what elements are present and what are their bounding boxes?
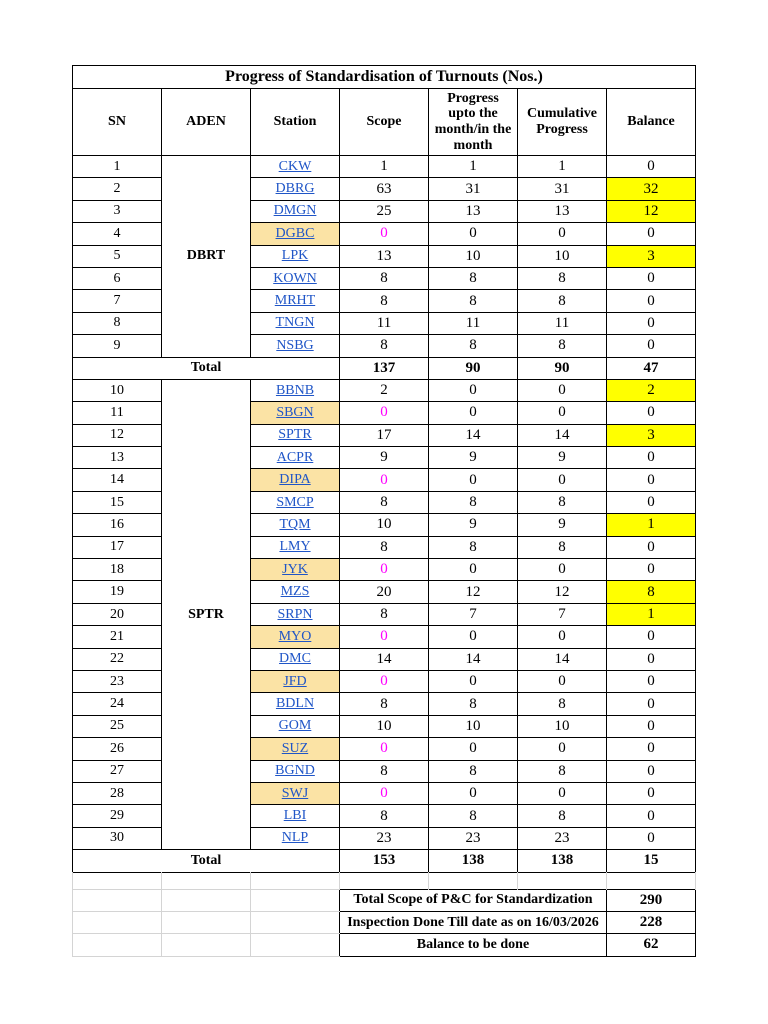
station-cell: [251, 379, 340, 401]
header-progress: [429, 89, 518, 156]
total-label: Total: [73, 357, 340, 379]
station-link[interactable]: LBI: [283, 808, 307, 824]
station-link[interactable]: KOWN: [273, 270, 317, 286]
cumulative-cell: 0: [518, 223, 607, 245]
cumulative-cell: 23: [518, 827, 607, 849]
cumulative-cell: 8: [518, 536, 607, 558]
sn-cell: 24: [73, 693, 162, 715]
station-link[interactable]: GOM: [278, 718, 312, 734]
progress-cell: 0: [429, 559, 518, 581]
balance-cell: 0: [607, 760, 696, 782]
sn-cell: 10: [73, 379, 162, 401]
scope-cell: 2: [340, 379, 429, 401]
total-scope: 153: [340, 850, 429, 872]
station-link[interactable]: SPTR: [278, 427, 312, 443]
station-link[interactable]: SWJ: [281, 785, 309, 801]
total-progress: 138: [429, 850, 518, 872]
sn-cell: 6: [73, 267, 162, 289]
balance-cell: 0: [607, 447, 696, 469]
header-row: [73, 89, 696, 156]
balance-cell: 0: [607, 290, 696, 312]
header-aden-label: ADEN: [186, 114, 226, 130]
total-progress: 90: [429, 357, 518, 379]
balance-cell: 0: [607, 626, 696, 648]
sn-cell: 2: [73, 178, 162, 200]
progress-cell: 8: [429, 290, 518, 312]
empty-cell: [162, 872, 251, 889]
scope-cell: 63: [340, 178, 429, 200]
progress-cell: 0: [429, 402, 518, 424]
station-cell: [251, 290, 340, 312]
station-link[interactable]: BBNB: [275, 382, 315, 398]
scope-cell: 8: [340, 805, 429, 827]
balance-cell: 2: [607, 379, 696, 401]
summary-row: [73, 934, 696, 956]
cumulative-cell: 8: [518, 267, 607, 289]
station-cell: [251, 178, 340, 200]
progress-cell: 9: [429, 447, 518, 469]
balance-cell: 0: [607, 670, 696, 692]
total-row: [73, 357, 696, 379]
progress-cell: 0: [429, 379, 518, 401]
scope-cell: 0: [340, 559, 429, 581]
progress-cell: 9: [429, 514, 518, 536]
balance-cell: 0: [607, 469, 696, 491]
empty-cell: [518, 872, 607, 889]
sn-cell: 7: [73, 290, 162, 312]
cumulative-cell: 0: [518, 670, 607, 692]
scope-cell: 8: [340, 267, 429, 289]
empty-cell: [73, 911, 162, 933]
balance-cell: 0: [607, 223, 696, 245]
sn-cell: 9: [73, 335, 162, 357]
station-cell: [251, 626, 340, 648]
progress-cell: 12: [429, 581, 518, 603]
station-link[interactable]: BGND: [275, 763, 315, 779]
progress-cell: 13: [429, 200, 518, 222]
scope-cell: 10: [340, 715, 429, 737]
cumulative-cell: 11: [518, 312, 607, 334]
total-scope: 137: [340, 357, 429, 379]
sn-cell: 15: [73, 491, 162, 513]
station-cell: [251, 402, 340, 424]
station-link[interactable]: JFD: [283, 673, 307, 689]
header-balance-label: Balance: [627, 114, 675, 130]
header-cumulative-label: Cumulative Progress: [527, 106, 597, 137]
sn-cell: 25: [73, 715, 162, 737]
scope-cell: 1: [340, 156, 429, 178]
cumulative-cell: 0: [518, 402, 607, 424]
cumulative-cell: 0: [518, 738, 607, 760]
progress-cell: 14: [429, 424, 518, 446]
balance-cell: 0: [607, 402, 696, 424]
empty-cell: [429, 872, 518, 889]
balance-cell: 0: [607, 335, 696, 357]
station-cell: [251, 738, 340, 760]
aden-cell: DBRT: [162, 156, 251, 358]
sn-cell: 26: [73, 738, 162, 760]
header-sn: [73, 89, 162, 156]
empty-cell: [73, 889, 162, 911]
station-link[interactable]: LMY: [279, 539, 311, 555]
table-row: [73, 379, 696, 401]
empty-cell: [73, 872, 162, 889]
scope-cell: 14: [340, 648, 429, 670]
total-label: Total: [73, 850, 340, 872]
scope-cell: 8: [340, 491, 429, 513]
cumulative-cell: 9: [518, 514, 607, 536]
sn-cell: 14: [73, 469, 162, 491]
station-link[interactable]: TQM: [279, 516, 311, 532]
summary-value: 290: [607, 889, 696, 911]
aden-cell: SPTR: [162, 379, 251, 849]
sn-cell: 19: [73, 581, 162, 603]
progress-cell: 8: [429, 536, 518, 558]
balance-cell: 1: [607, 603, 696, 625]
total-balance: 47: [607, 357, 696, 379]
balance-cell: 3: [607, 245, 696, 267]
cumulative-cell: 8: [518, 290, 607, 312]
balance-cell: 0: [607, 693, 696, 715]
cumulative-cell: 8: [518, 693, 607, 715]
sn-cell: 30: [73, 827, 162, 849]
station-link[interactable]: DMC: [279, 651, 311, 667]
header-balance: [607, 89, 696, 156]
turnout-progress-table: [72, 65, 696, 873]
balance-cell: 0: [607, 559, 696, 581]
summary-value: 228: [607, 911, 696, 933]
sn-cell: 21: [73, 626, 162, 648]
progress-cell: 8: [429, 267, 518, 289]
progress-cell: 1: [429, 156, 518, 178]
header-cumulative: [518, 89, 607, 156]
sn-cell: 22: [73, 648, 162, 670]
balance-cell: 0: [607, 312, 696, 334]
header-scope-label: Scope: [366, 114, 402, 130]
empty-cell: [162, 889, 251, 911]
station-cell: [251, 760, 340, 782]
empty-cell: [340, 872, 429, 889]
scope-cell: 8: [340, 335, 429, 357]
progress-cell: 11: [429, 312, 518, 334]
station-cell: [251, 200, 340, 222]
progress-cell: 10: [429, 715, 518, 737]
progress-cell: 8: [429, 760, 518, 782]
station-link[interactable]: CKW: [278, 158, 312, 174]
station-cell: [251, 782, 340, 804]
station-cell: [251, 581, 340, 603]
station-link[interactable]: LPK: [281, 248, 309, 264]
station-cell: [251, 223, 340, 245]
station-cell: [251, 335, 340, 357]
station-cell: [251, 245, 340, 267]
station-link[interactable]: DBRG: [275, 181, 315, 197]
station-cell: [251, 156, 340, 178]
sn-cell: 5: [73, 245, 162, 267]
progress-cell: 0: [429, 469, 518, 491]
empty-cell: [251, 934, 340, 956]
station-link[interactable]: DMGN: [273, 203, 317, 219]
progress-cell: 31: [429, 178, 518, 200]
header-station: [251, 89, 340, 156]
station-cell: [251, 447, 340, 469]
station-cell: [251, 648, 340, 670]
station-link[interactable]: NLP: [281, 830, 309, 846]
sn-cell: 13: [73, 447, 162, 469]
table-body: [73, 156, 696, 873]
station-link[interactable]: JYK: [282, 561, 308, 577]
progress-cell: 0: [429, 782, 518, 804]
station-link[interactable]: SUZ: [281, 740, 309, 756]
balance-cell: 0: [607, 782, 696, 804]
station-cell: [251, 491, 340, 513]
progress-cell: 10: [429, 245, 518, 267]
scope-cell: 10: [340, 514, 429, 536]
station-link[interactable]: MRHT: [274, 293, 316, 309]
balance-cell: 0: [607, 738, 696, 760]
station-cell: [251, 312, 340, 334]
balance-cell: 0: [607, 491, 696, 513]
scope-cell: 0: [340, 670, 429, 692]
progress-cell: 8: [429, 335, 518, 357]
summary-label: Balance to be done: [340, 934, 607, 956]
station-cell: [251, 805, 340, 827]
summary-label: Inspection Done Till date as on 16/03/2026: [340, 911, 607, 933]
sn-cell: 29: [73, 805, 162, 827]
summary-row: [73, 911, 696, 933]
cumulative-cell: 9: [518, 447, 607, 469]
table-title: Progress of Standardisation of Turnouts (Nos.): [73, 66, 696, 89]
balance-cell: 3: [607, 424, 696, 446]
header-sn-label: SN: [108, 114, 126, 130]
header-progress-label: Progress upto the month/in the month: [434, 90, 512, 153]
cumulative-cell: 12: [518, 581, 607, 603]
cumulative-cell: 10: [518, 245, 607, 267]
balance-cell: 0: [607, 715, 696, 737]
station-cell: [251, 514, 340, 536]
summary-table: [72, 872, 696, 957]
scope-cell: 8: [340, 290, 429, 312]
cumulative-cell: 10: [518, 715, 607, 737]
sn-cell: 3: [73, 200, 162, 222]
sn-cell: 27: [73, 760, 162, 782]
cumulative-cell: 7: [518, 603, 607, 625]
progress-cell: 0: [429, 223, 518, 245]
station-link[interactable]: MZS: [280, 584, 310, 600]
station-link[interactable]: DGBC: [275, 225, 315, 241]
balance-cell: 0: [607, 156, 696, 178]
scope-cell: 25: [340, 200, 429, 222]
header-scope: [340, 89, 429, 156]
balance-cell: 12: [607, 200, 696, 222]
station-link[interactable]: SMCP: [276, 494, 314, 510]
station-cell: [251, 670, 340, 692]
sn-cell: 28: [73, 782, 162, 804]
scope-cell: 17: [340, 424, 429, 446]
total-cumulative: 90: [518, 357, 607, 379]
empty-cell: [607, 872, 696, 889]
station-cell: [251, 603, 340, 625]
station-cell: [251, 559, 340, 581]
station-cell: [251, 536, 340, 558]
empty-cell: [162, 911, 251, 933]
balance-cell: 0: [607, 267, 696, 289]
header-aden: [162, 89, 251, 156]
cumulative-cell: 13: [518, 200, 607, 222]
progress-cell: 0: [429, 738, 518, 760]
progress-cell: 8: [429, 805, 518, 827]
title-row: [73, 66, 696, 89]
cumulative-cell: 0: [518, 469, 607, 491]
summary-row: [73, 889, 696, 911]
total-cumulative: 138: [518, 850, 607, 872]
scope-cell: 0: [340, 469, 429, 491]
sn-cell: 16: [73, 514, 162, 536]
station-link[interactable]: SRPN: [277, 606, 313, 622]
station-link[interactable]: ACPR: [276, 449, 314, 465]
balance-cell: 0: [607, 805, 696, 827]
progress-cell: 14: [429, 648, 518, 670]
empty-cell: [73, 934, 162, 956]
sn-cell: 23: [73, 670, 162, 692]
balance-cell: 8: [607, 581, 696, 603]
balance-cell: 1: [607, 514, 696, 536]
station-cell: [251, 469, 340, 491]
scope-cell: 23: [340, 827, 429, 849]
scope-cell: 8: [340, 760, 429, 782]
balance-cell: 32: [607, 178, 696, 200]
station-link[interactable]: MYO: [278, 628, 312, 644]
progress-cell: 0: [429, 626, 518, 648]
total-balance: 15: [607, 850, 696, 872]
station-link[interactable]: SBGN: [276, 404, 314, 420]
cumulative-cell: 31: [518, 178, 607, 200]
balance-cell: 0: [607, 827, 696, 849]
sn-cell: 11: [73, 402, 162, 424]
sn-cell: 4: [73, 223, 162, 245]
scope-cell: 11: [340, 312, 429, 334]
balance-cell: 0: [607, 536, 696, 558]
sn-cell: 1: [73, 156, 162, 178]
progress-cell: 8: [429, 491, 518, 513]
station-cell: [251, 693, 340, 715]
scope-cell: 0: [340, 738, 429, 760]
cumulative-cell: 8: [518, 760, 607, 782]
empty-cell: [251, 872, 340, 889]
station-link[interactable]: TNGN: [275, 315, 315, 331]
station-link[interactable]: NSBG: [276, 337, 314, 353]
scope-cell: 0: [340, 626, 429, 648]
empty-cell: [251, 911, 340, 933]
scope-cell: 8: [340, 603, 429, 625]
station-cell: [251, 267, 340, 289]
cumulative-cell: 14: [518, 648, 607, 670]
progress-cell: 23: [429, 827, 518, 849]
empty-cell: [251, 889, 340, 911]
cumulative-cell: 0: [518, 782, 607, 804]
scope-cell: 0: [340, 402, 429, 424]
scope-cell: 0: [340, 223, 429, 245]
scope-cell: 8: [340, 693, 429, 715]
cumulative-cell: 0: [518, 379, 607, 401]
cumulative-cell: 8: [518, 491, 607, 513]
scope-cell: 20: [340, 581, 429, 603]
cumulative-cell: 0: [518, 559, 607, 581]
scope-cell: 0: [340, 782, 429, 804]
empty-cell: [162, 934, 251, 956]
progress-cell: 0: [429, 670, 518, 692]
summary-label: Total Scope of P&C for Standardization: [340, 889, 607, 911]
header-station-label: Station: [273, 114, 317, 130]
scope-cell: 8: [340, 536, 429, 558]
scope-cell: 9: [340, 447, 429, 469]
sn-cell: 8: [73, 312, 162, 334]
sn-cell: 17: [73, 536, 162, 558]
station-link[interactable]: BDLN: [275, 696, 315, 712]
cumulative-cell: 8: [518, 335, 607, 357]
progress-cell: 7: [429, 603, 518, 625]
sn-cell: 12: [73, 424, 162, 446]
station-cell: [251, 827, 340, 849]
station-cell: [251, 424, 340, 446]
total-row: [73, 850, 696, 872]
table-row: [73, 156, 696, 178]
sn-cell: 18: [73, 559, 162, 581]
sn-cell: 20: [73, 603, 162, 625]
cumulative-cell: 8: [518, 805, 607, 827]
summary-value: 62: [607, 934, 696, 956]
station-cell: [251, 715, 340, 737]
progress-cell: 8: [429, 693, 518, 715]
cumulative-cell: 0: [518, 626, 607, 648]
station-link[interactable]: DIPA: [279, 472, 311, 488]
cumulative-cell: 14: [518, 424, 607, 446]
balance-cell: 0: [607, 648, 696, 670]
blank-row: [73, 872, 696, 889]
scope-cell: 13: [340, 245, 429, 267]
cumulative-cell: 1: [518, 156, 607, 178]
